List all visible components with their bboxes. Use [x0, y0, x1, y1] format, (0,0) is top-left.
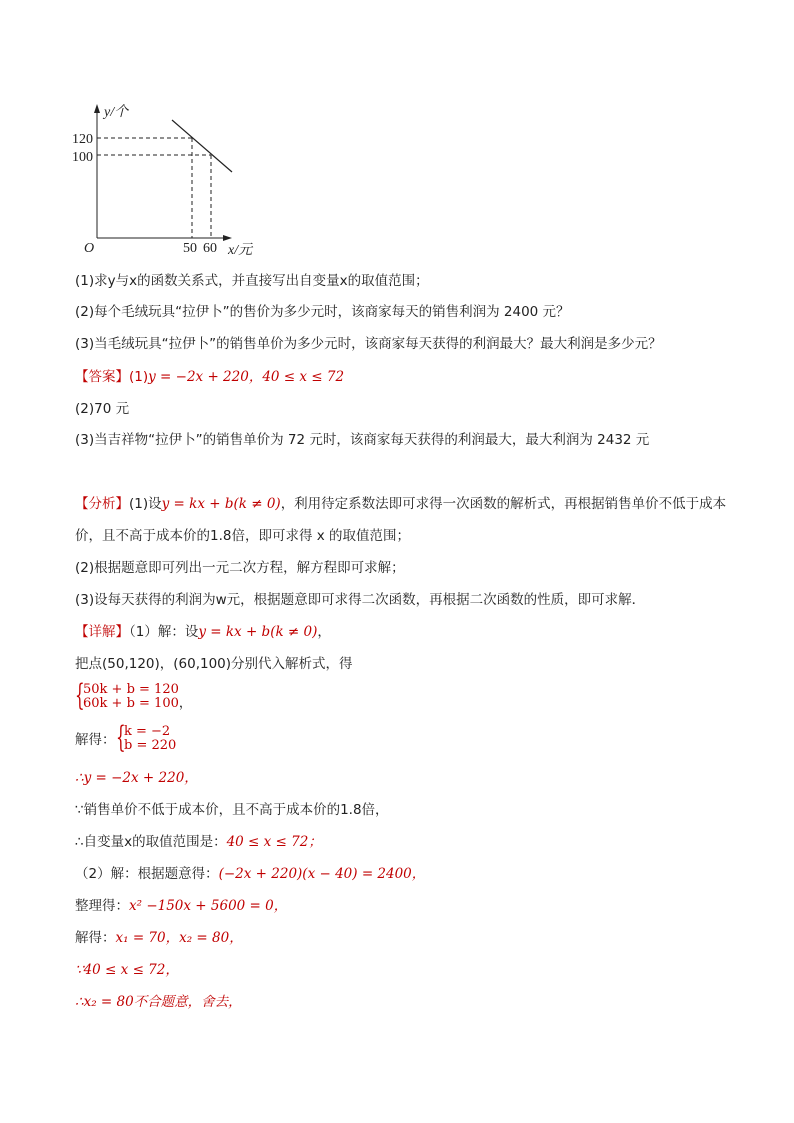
detail-tag: 【详解】: [75, 624, 129, 640]
detail-10-math: x₁ = 70，x₂ = 80，: [115, 930, 243, 946]
y-axis-arrow: [94, 104, 100, 113]
origin-label: O: [84, 241, 95, 256]
y-axis-label: y/个: [104, 105, 129, 120]
analysis-1-math: y = kx + b(k ≠ 0): [161, 496, 281, 512]
function-line: [172, 120, 232, 172]
x-axis-arrow: [223, 235, 232, 241]
detail-line-7: ∴自变量x的取值范围是：40 ≤ x ≤ 72；: [75, 834, 322, 850]
detail-line-11: ∵40 ≤ x ≤ 72，: [75, 962, 179, 978]
system-1-row-1: 50k + b = 120: [83, 682, 179, 697]
analysis-line-2: 价，且不高于成本价的1.8倍，即可求得 x 的取值范围；: [75, 528, 411, 544]
answer-line-3: (3)当吉祥物“拉伊卜”的销售单价为 72 元时，该商家每天获得的利润最大，最大利润为 2432 元: [75, 432, 650, 448]
detail-9-math: x² −150x + 5600 = 0，: [129, 898, 288, 914]
answer-1-math: y = −2x + 220，40 ≤ x ≤ 72: [148, 369, 345, 385]
detail-line-2: 把点(50,120)，(60,100)分别代入解析式，得: [75, 656, 353, 672]
detail-8-math: (−2x + 220)(x − 40) = 2400，: [218, 866, 426, 882]
detail-7-math: 40 ≤ x ≤ 72；: [226, 834, 322, 850]
equation-system-1: [75, 678, 192, 713]
detail-line-1: [75, 622, 331, 642]
answer-line-1: [75, 367, 344, 387]
analysis-1-rest: ，利用待定系数法即可求得一次函数的解析式，再根据销售单价不低于成本: [280, 496, 727, 512]
x-axis-label: x/元: [228, 243, 253, 258]
detail-1-end: ，: [317, 624, 331, 640]
detail-line-10: 解得：x₁ = 70，x₂ = 80，: [75, 930, 243, 946]
question-2: (2)每个毛绒玩具“拉伊卜”的售价为多少元时，该商家每天的销售利润为 2400 元？: [75, 304, 570, 320]
system-1-row-2: 60k + b = 100，: [83, 696, 192, 711]
answer-line-2: (2)70 元: [75, 401, 130, 417]
y-tick-100: 100: [72, 150, 93, 165]
detail-1-text: （1）解：设: [129, 624, 199, 640]
question-1: (1)求y与x的函数关系式，并直接写出自变量x的取值范围；: [75, 273, 429, 289]
equation-system-2: [116, 720, 177, 755]
question-3: (3)当毛绒玩具“拉伊卜”的销售单价为多少元时，该商家每天获得的利润最大？最大利润是多少元？: [75, 336, 662, 352]
detail-line-12: ∴x₂ = 80不合题意，舍去，: [75, 994, 242, 1010]
x-tick-60: 60: [203, 241, 217, 256]
system-2-row-2: b = 220: [124, 738, 177, 753]
analysis-line-4: (3)设每天获得的利润为w元，根据题意即可求得二次函数，再根据二次函数的性质，即可求解．: [75, 592, 646, 608]
detail-line-4: 解得：: [75, 732, 116, 748]
detail-line-6: ∵销售单价不低于成本价，且不高于成本价的1.8倍，: [75, 802, 389, 818]
analysis-tag: 【分析】: [75, 496, 129, 512]
system-2-row-1: k = −2: [124, 724, 171, 739]
analysis-1-prefix: (1)设: [129, 496, 162, 512]
x-tick-50: 50: [183, 241, 197, 256]
price-quantity-graph: [0, 0, 300, 270]
answer-1-prefix: (1): [129, 369, 149, 385]
detail-line-8: （2）解：根据题意得：(−2x + 220)(x − 40) = 2400，: [75, 866, 426, 882]
analysis-line-1: [75, 494, 726, 514]
y-tick-120: 120: [72, 132, 93, 147]
analysis-line-3: (2)根据题意即可列出一元二次方程，解方程即可求解；: [75, 560, 405, 576]
detail-line-9: 整理得：x² −150x + 5600 = 0，: [75, 898, 288, 914]
brace-2: {: [116, 720, 126, 755]
answer-tag: 【答案】: [75, 369, 129, 385]
brace-1: {: [75, 678, 85, 713]
detail-line-5: ∴y = −2x + 220，: [75, 770, 198, 786]
detail-1-math: y = kx + b(k ≠ 0): [198, 624, 318, 640]
